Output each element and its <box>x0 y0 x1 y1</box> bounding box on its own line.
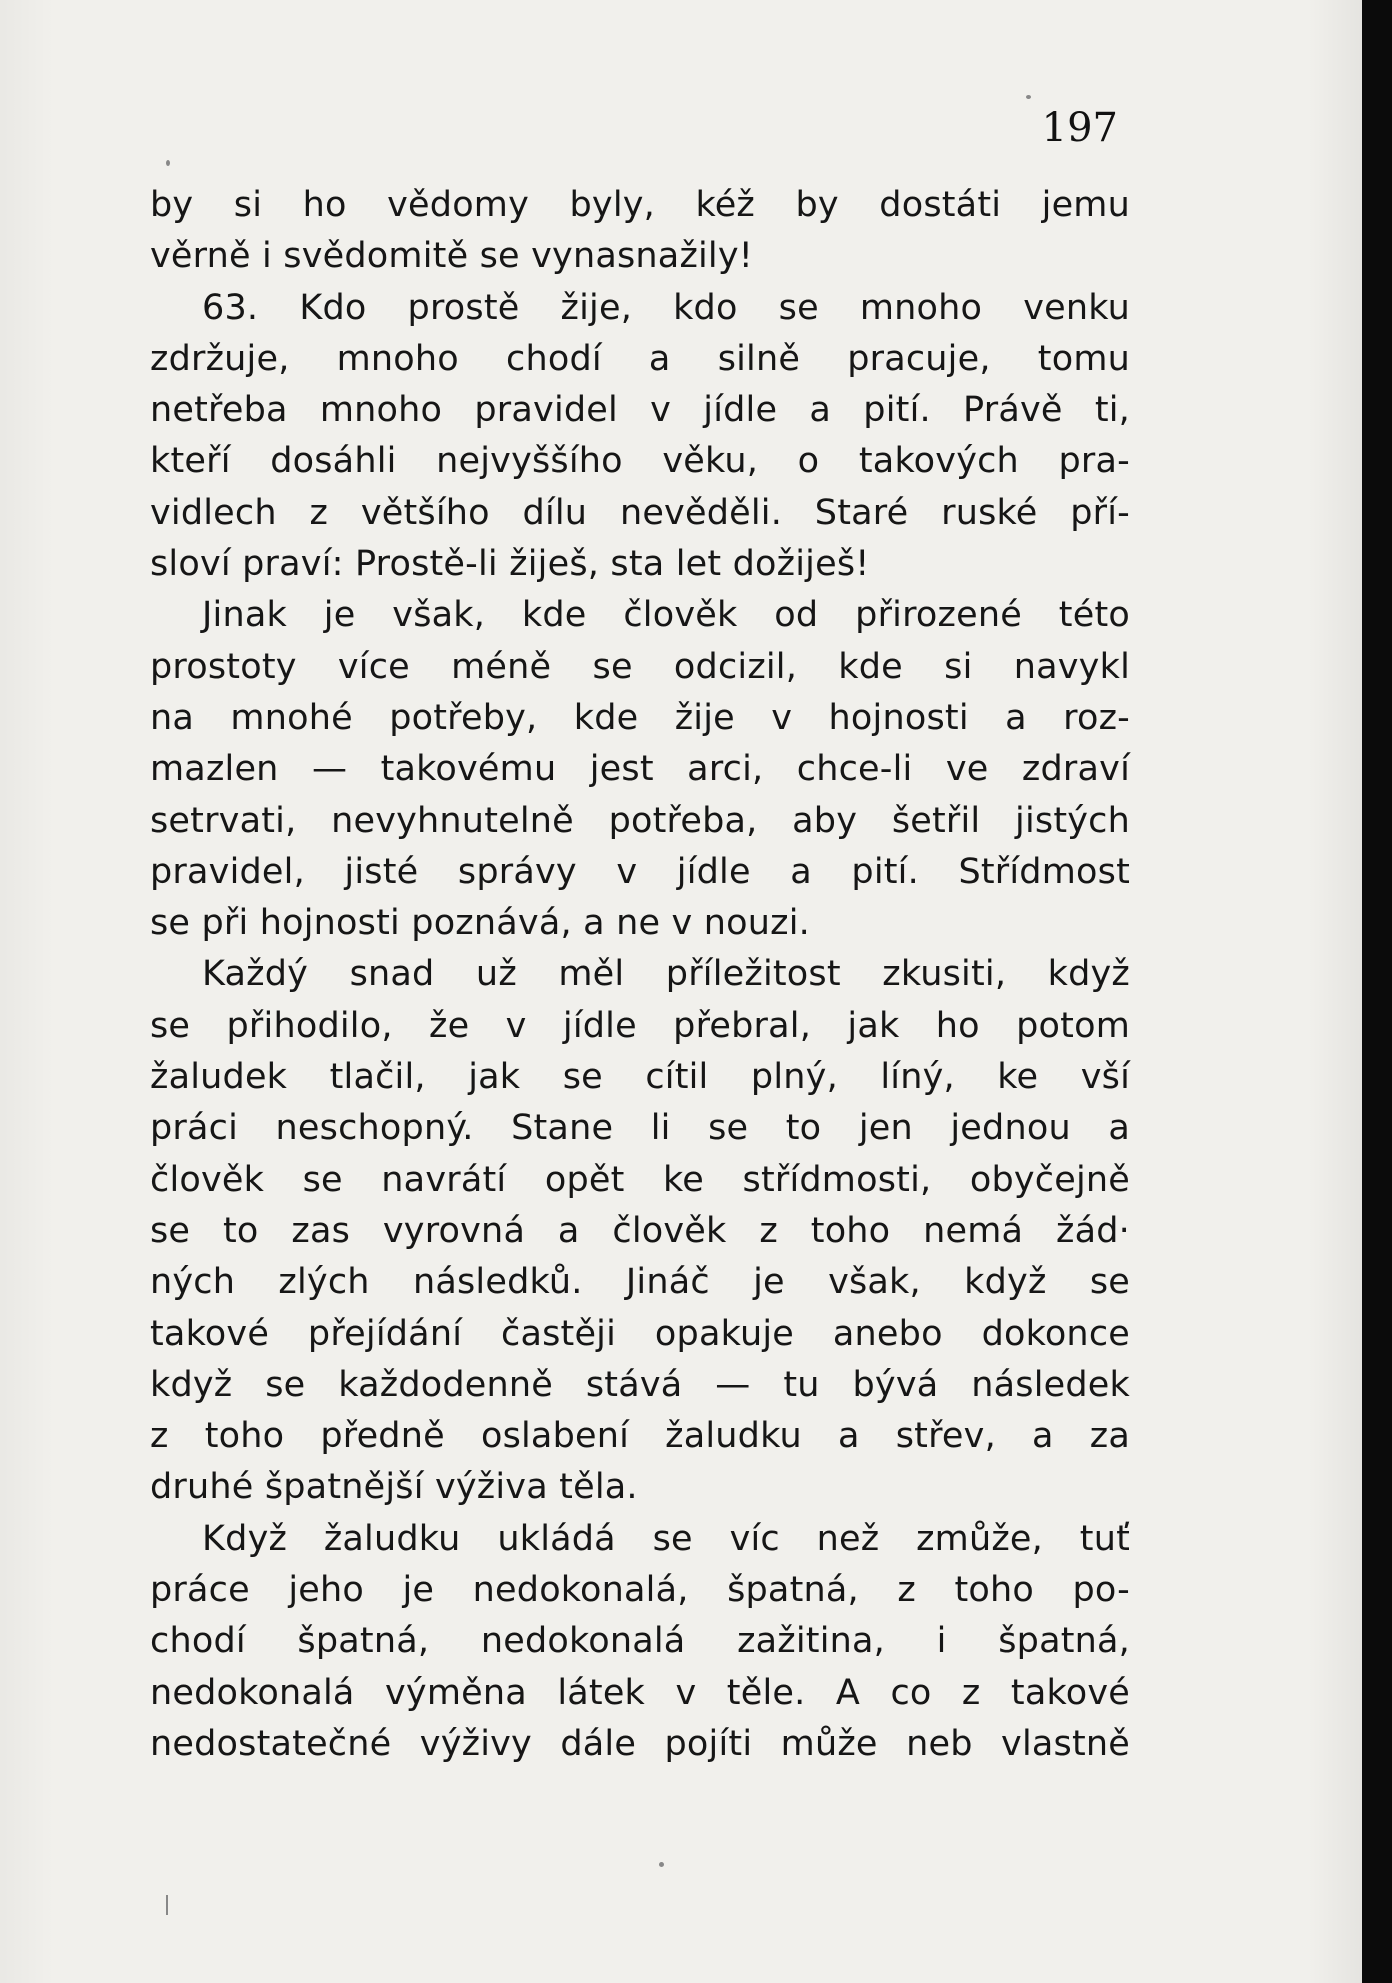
text-line: pravidel, jisté správy v jídle a pití. Střídmost <box>150 851 1130 892</box>
scan-border <box>1362 0 1392 1983</box>
text-line: žaludek tlačil, jak se cítil plný, líný, ke vší <box>150 1057 1130 1098</box>
paper-speck <box>659 1862 664 1867</box>
body-text <box>150 180 1130 1770</box>
text-line: se při hojnosti poznává, a ne v nouzi. <box>150 903 810 944</box>
text-line: práce jeho je nedokonalá, špatná, z toho po- <box>150 1570 1130 1611</box>
text-line: se to zas vyrovná a člověk z toho nemá žád· <box>150 1210 1130 1251</box>
paper-speck <box>1026 95 1031 99</box>
text-line: když se každodenně stává — tu bývá následek <box>150 1364 1130 1405</box>
text-line: nedokonalá výměna látek v těle. A co z takové <box>150 1672 1130 1713</box>
text-line: mazlen — takovému jest arci, chce-li ve zdraví <box>150 749 1130 790</box>
text-line: prostoty více méně se odcizil, kde si navykl <box>150 646 1130 687</box>
text-line: Každý snad už měl příležitost zkusiti, když <box>202 954 1130 995</box>
paper-speck <box>166 1895 168 1915</box>
text-line: kteří dosáhli nejvyššího věku, o takových pra- <box>150 441 1130 482</box>
text-line: ných zlých následků. Jináč je však, když se <box>150 1262 1130 1303</box>
text-line: nedostatečné výživy dále pojíti může neb vlastně <box>150 1723 1130 1764</box>
text-line: by si ho vědomy byly, kéž by dostáti jemu <box>150 185 1130 225</box>
text-line: zdržuje, mnoho chodí a silně pracuje, tomu <box>150 338 1130 379</box>
text-line: sloví praví: Prostě-li žiješ, sta let dožiješ! <box>150 544 870 585</box>
text-line: netřeba mnoho pravidel v jídle a pití. Právě ti, <box>150 390 1130 431</box>
text-line: se přihodilo, že v jídle přebral, jak ho potom <box>150 1005 1130 1046</box>
text-line: druhé špatnější výživa těla. <box>150 1467 638 1508</box>
text-line: na mnohé potřeby, kde žije v hojnosti a roz- <box>150 697 1130 738</box>
text-line: Jinak je však, kde člověk od přirozené této <box>202 595 1130 636</box>
text-line: práci neschopný. Stane li se to jen jednou a <box>150 1108 1130 1149</box>
text-line: člověk se navrátí opět ke střídmosti, obyčejně <box>150 1159 1130 1200</box>
text-line: 63. Kdo prostě žije, kdo se mnoho venku <box>202 287 1130 328</box>
text-line: vidlech z většího dílu nevěděli. Staré ruské pří- <box>150 492 1130 533</box>
page-number: 197 <box>1041 105 1118 151</box>
text-line: takové přejídání častěji opakuje anebo dokonce <box>150 1313 1130 1354</box>
text-line: setrvati, nevyhnutelně potřeba, aby šetřil jistých <box>150 800 1130 841</box>
text-line: Když žaludku ukládá se víc než zmůže, tuť <box>202 1518 1130 1559</box>
text-line: věrně i svědomitě se vynasnažily! <box>150 236 754 277</box>
text-line: chodí špatná, nedokonalá zažitina, i špatná, <box>150 1621 1130 1662</box>
text-line: z toho předně oslabení žaludku a střev, a za <box>150 1416 1130 1457</box>
paper-speck <box>166 160 170 166</box>
